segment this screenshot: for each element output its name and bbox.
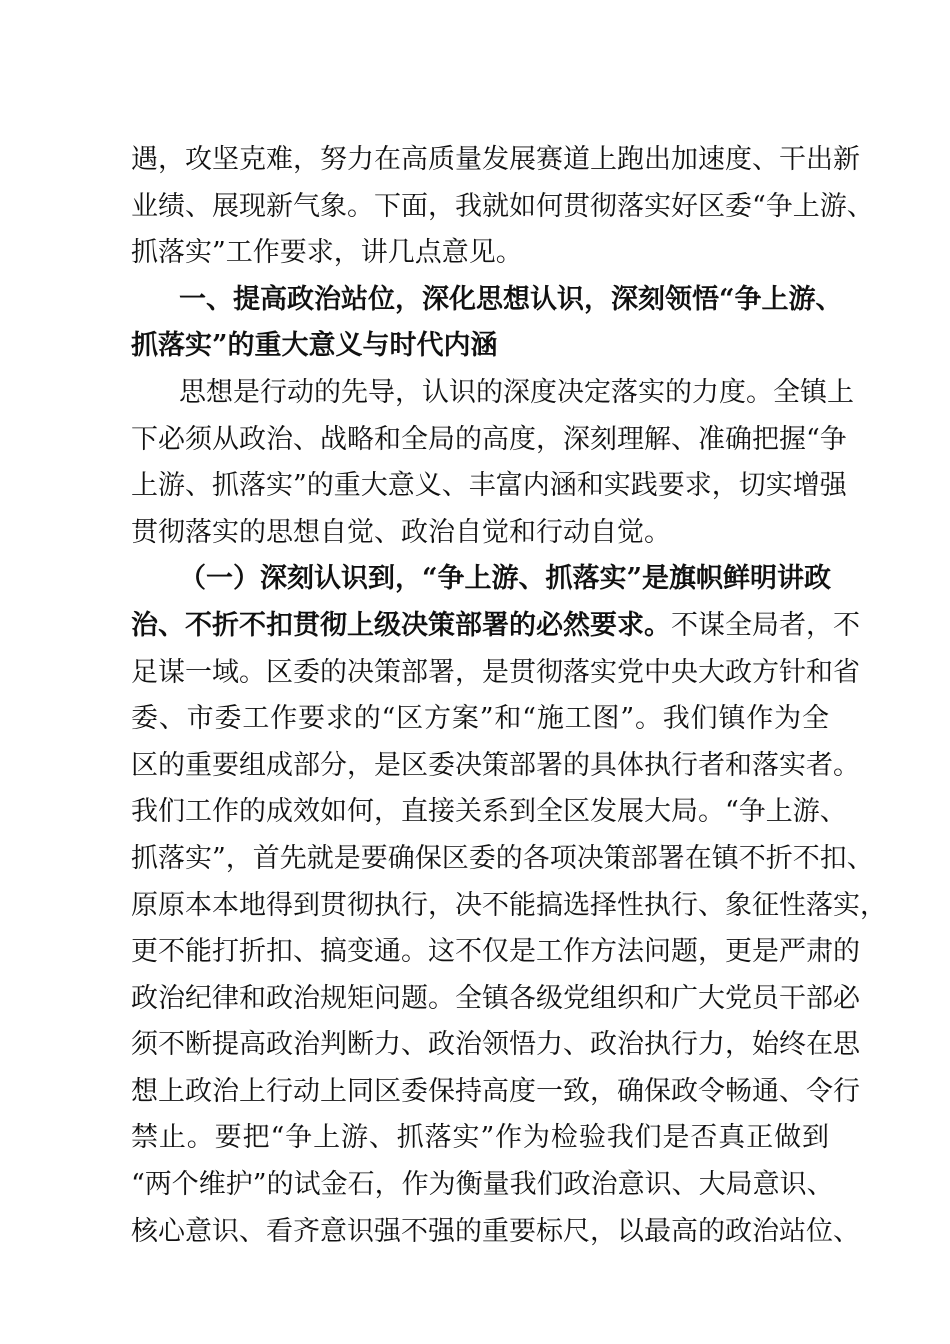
text-line: 想上政治上行动上同区委保持高度一致，确保政令畅通、令行 [131,1075,860,1107]
text-line-mixed [131,603,860,650]
paragraph-subsection-one [131,556,887,1255]
text-line: 委、市委工作要求的“区方案”和“施工图”。我们镇作为全 [131,703,829,735]
text-line: “两个维护”的试金石，作为衡量我们政治意识、大局意识、 [131,1169,834,1201]
subheading-tail: 治、不折不扣贯彻上级决策部署的必然要求。 [131,609,671,641]
text-line: 贯彻落实的思想自觉、政治自觉和行动自觉。 [131,516,671,548]
section-heading [131,277,843,370]
heading-line: 抓落实”的重大意义与时代内涵 [131,330,498,362]
text-line: 政治纪律和政治规矩问题。全镇各级党组织和广大党员干部必 [131,982,860,1014]
text-line: 下必须从政治、战略和全局的高度，深刻理解、准确把握“争 [131,423,847,455]
text-line: 遇，攻坚克难，努力在高质量发展赛道上跑出加速度、干出新 [131,144,860,175]
text-line: 抓落实”，首先就是要确保区委的各项决策部署在镇不折不扣、 [131,842,874,874]
subheading-line: （一）深刻认识到，“争上游、抓落实”是旗帜鲜明讲政 [179,563,832,595]
text-line: 业绩、展现新气象。下面，我就如何贯彻落实好区委“争上游、 [131,190,874,222]
heading-line: 一、提高政治站位，深化思想认识，深刻领悟“争上游、 [179,283,843,315]
text-line: 禁止。要把“争上游、抓落实”作为检验我们是否真正做到 [131,1122,829,1154]
text-line: 思想是行动的先导，认识的深度决定落实的力度。全镇上 [179,376,854,408]
text-line: 核心意识、看齐意识强不强的重要标尺，以最高的政治站位、 [131,1215,860,1247]
body-text: 不谋全局者，不 [671,609,860,641]
text-line: 区的重要组成部分，是区委决策部署的具体执行者和落实者。 [131,749,860,781]
paragraph-thought [131,370,854,556]
text-line: 原原本本地得到贯彻执行，决不能搞选择性执行、象征性落实， [131,889,887,921]
text-line: 须不断提高政治判断力、政治领悟力、政治执行力，始终在思 [131,1029,860,1061]
paragraph-intro-continuation [131,137,874,277]
text-line: 抓落实”工作要求，讲几点意见。 [131,237,523,269]
document-page [131,137,887,1255]
text-line: 足谋一域。区委的决策部署，是贯彻落实党中央大政方针和省 [131,656,860,688]
text-line: 上游、抓落实”的重大意义、丰富内涵和实践要求，切实增强 [131,470,847,502]
text-line: 我们工作的成效如何，直接关系到全区发展大局。“争上游、 [131,796,847,828]
text-line: 更不能打折扣、搞变通。这不仅是工作方法问题，更是严肃的 [131,936,860,968]
